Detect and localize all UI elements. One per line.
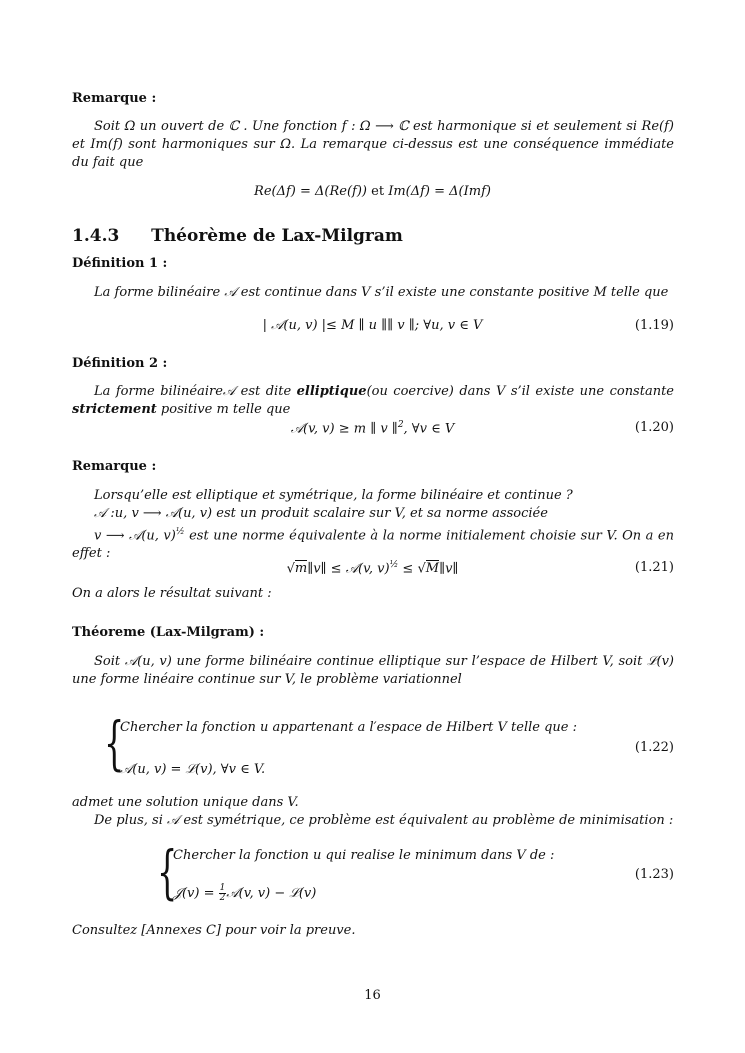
eq121-end: ∥v∥ (439, 561, 459, 577)
definition-2-heading: Définition 2 : (72, 356, 168, 371)
equation-number-1-23: (1.23) (634, 867, 674, 882)
equation-number-1-19: (1.19) (634, 318, 674, 333)
section-number: 1.4.3 (72, 226, 120, 246)
remark-2-line3-lead: v ⟶ 𝒜(u, v) (94, 528, 176, 544)
def2-text-part3: positive m telle que (156, 402, 291, 417)
remark-2-line1: Lorsqu’elle est elliptique et symétrique, la forme bilinéaire et continue ? (94, 488, 573, 503)
remark-2-line2: 𝒜 :u, v ⟶ 𝒜(u, v) est un produit scalaire sur V, et sa norme associée (94, 506, 548, 521)
def2-bold-elliptique: elliptique (296, 384, 367, 399)
system-1-23-rest: 𝒜(v, v) − ℒ(v) (226, 886, 317, 901)
theorem-heading: Théoreme (Lax-Milgram) : (72, 625, 265, 640)
system-1-22-line2: 𝒜(u, v) = ℒ(v), ∀v ∈ V. (120, 762, 266, 777)
harmonic-equation (0, 184, 745, 199)
remark-heading: Remarque : (72, 91, 157, 106)
harmonic-eq-and: et (371, 184, 385, 199)
page-number: 16 (364, 988, 381, 1003)
left-brace-1-22: { (104, 709, 125, 777)
system-1-22-line1: Chercher la fonction u appartenant a l′espace de Hilbert V telle que : (120, 720, 577, 735)
equation-1-21: √m∥v∥ ≤ 𝒜(v, v)$^{\frac{1}{2}}$ ≤ √M∥v∥ (286, 560, 459, 577)
eq121-mid: ∥v∥ ≤ 𝒜(v, v) (307, 561, 390, 577)
remark-2-line3-exp: ½ (175, 527, 185, 537)
definition-2-text (72, 383, 674, 419)
equation-1-20 (0, 420, 745, 436)
equation-number-1-21: (1.21) (634, 560, 674, 575)
remark-2-line3-tail: est une norme équivalente à la norme initialement choisie sur V. On a en effet : (72, 528, 674, 562)
harmonic-eq-left: Re(Δf) = Δ(Re(f)) (254, 184, 367, 199)
equation-number-1-20: (1.20) (634, 420, 674, 435)
eq120-tail: , ∀v ∈ V (403, 421, 455, 437)
eq121-exp: ½ (389, 560, 399, 570)
equation-1-19: | 𝒜(u, v) |≤ M ∥ u ∥∥ v ∥; ∀u, v ∈ V (262, 318, 483, 333)
eq120-base: 𝒜(v, v) ≥ m ∥ v ∥ (290, 421, 398, 437)
theorem-statement: Soit 𝒜(u, v) une forme bilinéaire continue elliptique sur l’espace de Hilbert V, soit ℒ(v) une forme linéaire continue sur V, le problème variationnel (72, 654, 674, 687)
remark-2-conclusion: On a alors le résultat suivant : (72, 586, 272, 601)
remark-paragraph: Soit Ω un ouvert de ℂ . Une fonction f : Ω ⟶ ℂ est harmonique si et seulement si Re(f) et Im(f) sont harmoniques sur Ω. La remarque ci-dessus est une conséquence immédiate du fait que (72, 119, 674, 170)
eq121-le: ≤ (398, 561, 418, 577)
section-title: Théorème de Lax-Milgram (151, 226, 403, 246)
def2-bold-strictement: strictement (72, 402, 157, 417)
theorem-closing: Consultez [Annexes C] pour voir la preuve. (72, 923, 356, 938)
equation-number-1-22: (1.22) (634, 740, 674, 755)
fraction-denominator: 2 (219, 893, 226, 903)
def2-text-part2: (ou coercive) dans V s’il existe une constante (366, 384, 674, 399)
section-heading (72, 226, 403, 246)
theorem-after-2: De plus, si 𝒜 est symétrique, ce problème est équivalent au problème de minimisation : (94, 813, 674, 828)
system-1-23-line1: Chercher la fonction u qui realise le minimum dans V de : (173, 848, 555, 863)
eq121-sqrt-M: M (425, 561, 440, 577)
remark-2-heading: Remarque : (72, 459, 157, 474)
def2-text-part1: La forme bilinéaire𝒜 est dite (94, 384, 297, 399)
left-brace-1-23: { (157, 838, 178, 906)
system-1-23-J: 𝒥(v) = (173, 886, 219, 901)
theorem-after-1: admet une solution unique dans V. (72, 795, 299, 810)
fraction-numerator: 1 (219, 883, 226, 893)
eq120-exp: 2 (397, 420, 404, 430)
definition-1-heading: Définition 1 : (72, 256, 168, 271)
system-1-23-line2 (173, 884, 316, 903)
harmonic-eq-right: Im(Δf) = Δ(Imf) (388, 184, 491, 199)
remark-2-line3 (72, 523, 674, 563)
eq121-sqrt-m: m (294, 561, 308, 577)
definition-1-text: La forme bilinéaire 𝒜 est continue dans V s’il existe une constante positive M telle que (94, 285, 669, 300)
